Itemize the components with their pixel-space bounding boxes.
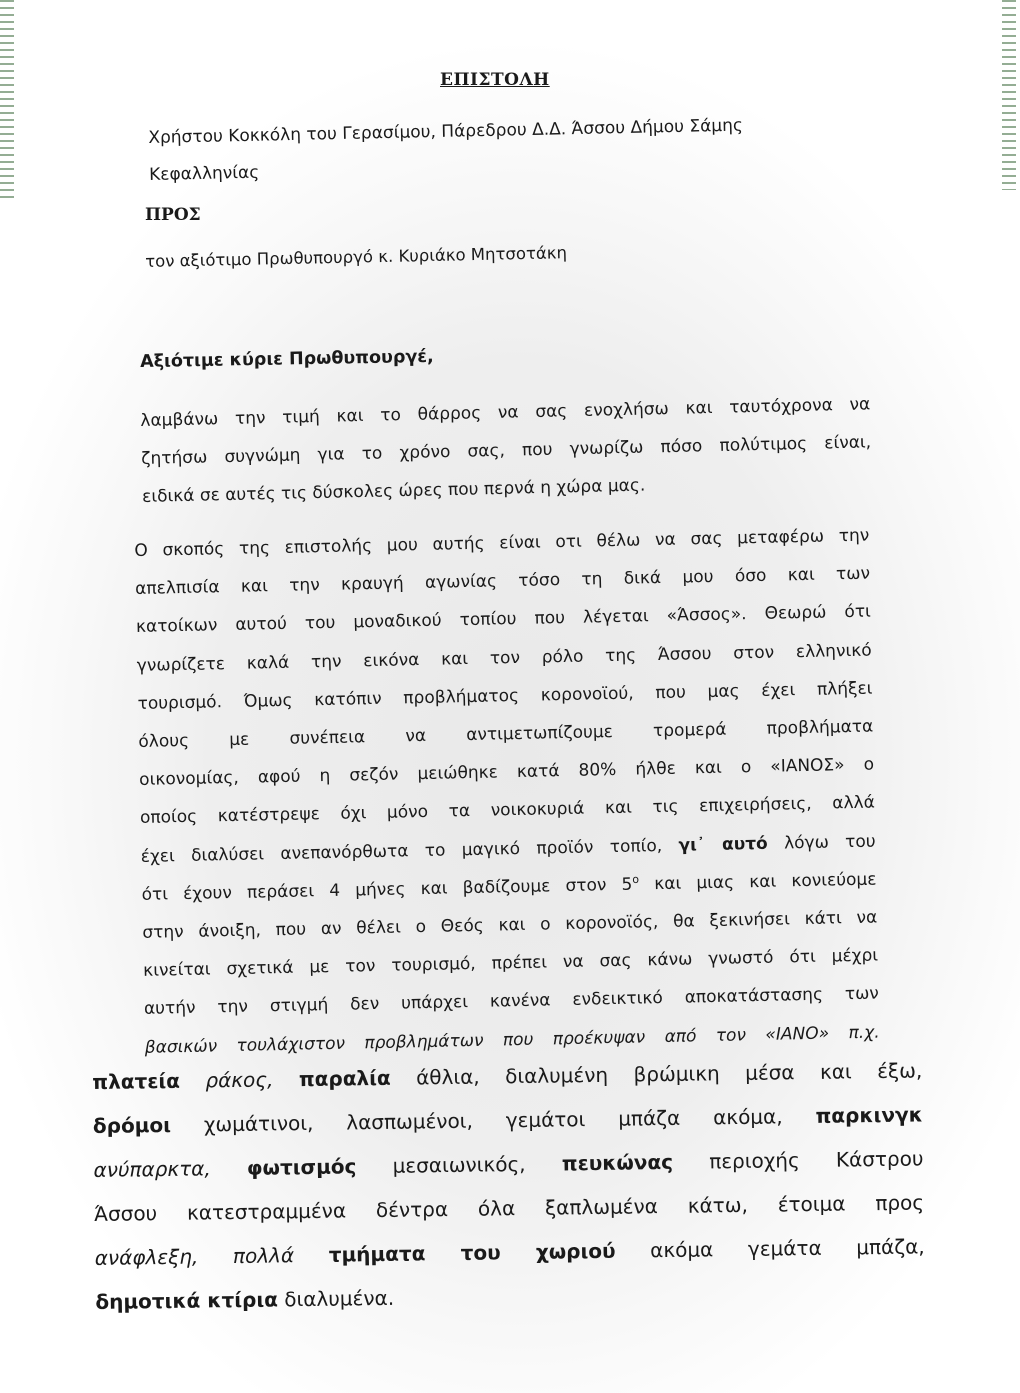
text-run: λόγω του bbox=[767, 831, 876, 854]
text-run: ράκος, bbox=[179, 1067, 300, 1093]
paragraph-3 bbox=[92, 1048, 926, 1324]
text-line: στην άνοιξη, που αν θέλει ο Θεός και ο κορονοϊός, θα ξεκινήσει κάτι να bbox=[142, 907, 878, 943]
to-label: ΠΡΟΣ bbox=[145, 205, 201, 225]
text-run: ακόμα γεμάτα μπάζα, bbox=[615, 1234, 925, 1263]
text-line: Ο σκοπός της επιστολής μου αυτής είναι οτι θέλω να σας μεταφέρω την bbox=[134, 525, 870, 561]
text-line: ζητήσω συγνώμη για το χρόνο σας, που γνωρίζω πόσο πολύτιμος είναι, bbox=[141, 432, 872, 469]
sender-block bbox=[148, 105, 849, 194]
bold-run: δρόμοι bbox=[92, 1112, 172, 1138]
bold-run: παραλία bbox=[298, 1065, 391, 1092]
text-line: οποίος κατέστρεψε όχι μόνο τα νοικοκυριά και τις επιχειρήσεις, αλλά bbox=[139, 792, 876, 829]
paragraph-2 bbox=[134, 517, 880, 1067]
text-run: ότι έχουν περάσει 4 μήνες και βαδίζουμε στον 5 bbox=[141, 874, 633, 905]
text-line: τουρισμό. Όμως κατόπιν προβλήματος κορονοϊού, που μας έχει πλήξει bbox=[137, 678, 873, 714]
letter-title: ΕΠΙΣΤΟΛΗ bbox=[440, 70, 550, 90]
text-line: γνωρίζετε καλά την εικόνα και τον ρόλο της Άσσου στον ελληνικό bbox=[136, 640, 872, 676]
text-line: κατοίκων αυτού του μοναδικού τοπίου που λέγεται «Άσσος». Θεωρώ ότι bbox=[135, 601, 872, 638]
text-run: διαλυμένα. bbox=[277, 1285, 395, 1312]
text-line: αυτήν την στιγμή δεν υπάρχει κανένα ενδεικτικό αποκατάστασης των bbox=[143, 983, 880, 1020]
text-line: απελπισία και την κραυγή αγωνίας τόσο τη δικά μου όσο και των bbox=[134, 563, 871, 600]
text-run: ανάφλεξη, πολλά bbox=[94, 1242, 329, 1270]
text-run: χωμάτινοι, λασπωμένοι, γεμάτοι μπάζα ακόμα, bbox=[170, 1103, 816, 1137]
text-line: κινείται σχετικά με τον τουρισμό, πρέπει να σας κάνω γνωστό ότι μέχρι bbox=[142, 945, 879, 982]
sender-line: Χρήστου Κοκκόλη του Γερασίμου, Πάρεδρου Δ.Δ. Άσσου Δήμου Σάμης bbox=[148, 115, 744, 148]
text-line: ειδικά σε αυτές τις δύσκολες ώρες που περνά η χώρα μας. bbox=[141, 475, 646, 507]
text-run: μεσαιωνικός, bbox=[356, 1151, 562, 1179]
text-line: οικονομίας, αφού η σεζόν μειώθηκε κατά 80% ήλθε και ο «ΙΑΝΟΣ» ο bbox=[138, 754, 875, 791]
bold-run: γι᾽ αυτό bbox=[678, 833, 768, 856]
text-run: έχει διαλύσει ανεπανόρθωτα το μαγικό προϊόν τοπίο, bbox=[140, 835, 679, 867]
text-line: λαμβάνω την τιμή και το θάρρος να σας ενοχλήσω και ταυτόχρονα να bbox=[140, 394, 871, 431]
text-run: άθλια, διαλυμένη βρώμικη μέσα και έξω, bbox=[390, 1058, 923, 1090]
bold-run: παρκινγκ bbox=[815, 1102, 924, 1128]
text-line: Άσσου κατεστραμμένα δέντρα όλα ξαπλωμένα κάτω, έτοιμα προς bbox=[93, 1190, 925, 1226]
text-run: ανύπαρκτα, bbox=[93, 1155, 248, 1182]
italic-run: βασικών τουλάχιστον προβλημάτων που προέκυψαν από τον «ΙΑΝΟ» π.χ. bbox=[144, 1022, 880, 1058]
text-line: όλους με συνέπεια να αντιμετωπίζουμε τρομερά προβλήματα bbox=[138, 716, 874, 752]
bold-run: φωτισμός bbox=[246, 1154, 357, 1180]
paragraph-1 bbox=[140, 385, 872, 516]
sender-line: Κεφαλληνίας bbox=[148, 162, 260, 185]
scan-edge-left bbox=[0, 0, 14, 200]
text-run: περιοχής Κάστρου bbox=[672, 1146, 924, 1174]
salutation: Αξιότιμε κύριε Πρωθυπουργέ, bbox=[140, 346, 434, 372]
text-run: και μιας και κονιεύομε bbox=[638, 869, 877, 895]
bold-run: τμήματα του χωριού bbox=[328, 1238, 616, 1267]
bold-run: πευκώνας bbox=[561, 1149, 674, 1176]
recipient: τον αξιότιμο Πρωθυπουργό κ. Κυριάκο Μητσοτάκη bbox=[145, 243, 568, 271]
ordinal-sup: ο bbox=[632, 872, 640, 886]
bold-run: δημοτικά κτίρια bbox=[95, 1287, 279, 1314]
scan-edge-right bbox=[1002, 0, 1016, 190]
bold-run: πλατεία bbox=[92, 1068, 181, 1094]
